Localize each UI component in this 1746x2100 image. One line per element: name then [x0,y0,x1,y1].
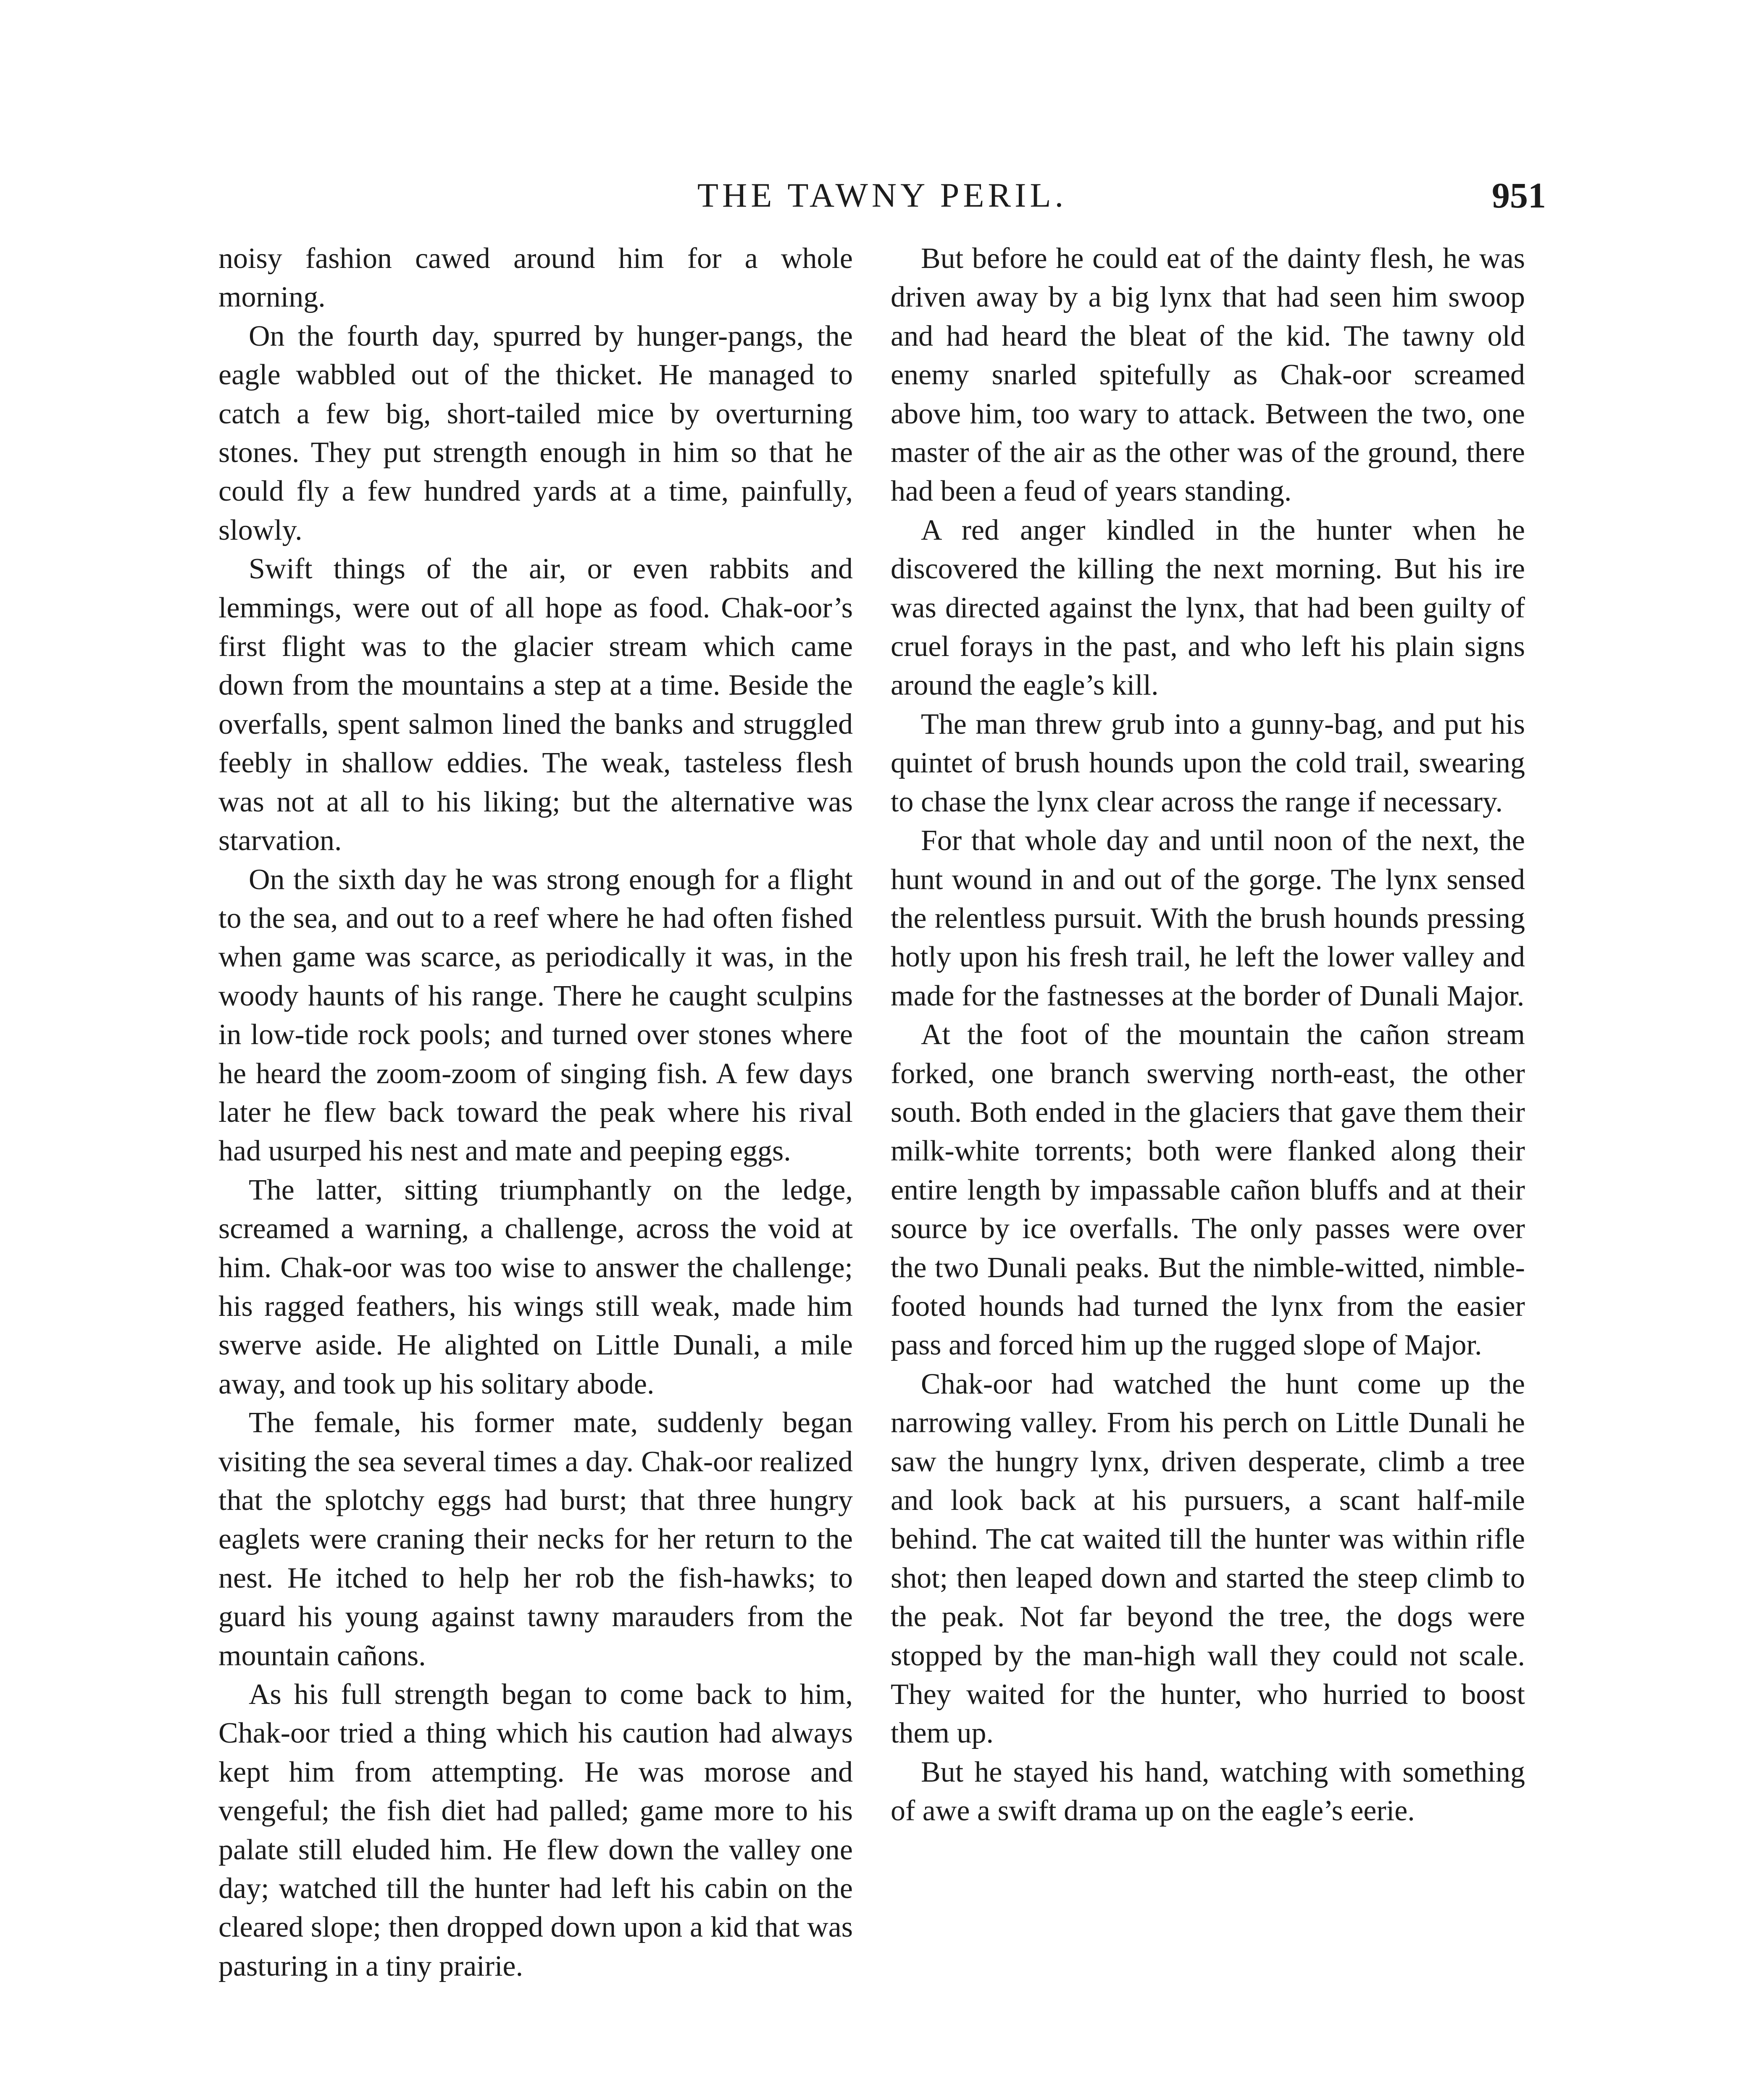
right-column [891,239,1525,1831]
paragraph: Swift things of the air, or even rabbits and lemmings, were out of all hope as food. Chak-oor’s first flight was to the glacier stream which came down from the mountains a step at a time. Beside the overfalls, spent salmon lined the banks and struggled feebly in shallow eddies. The weak, tasteless flesh was not at all to his liking; but the alternative was starvation. [218,553,853,857]
paragraph: At the foot of the mountain the cañon stream forked, one branch swerving north-east, the other south. Both ended in the glaciers that gave them their milk-white torrents; both were flanked along their entire length by impassable cañon bluffs and at their source by ice overfalls. The only passes were over the two Dunali peaks. But the nimble-witted, nimble-footed hounds had turned the lynx from the easier pass and forced him up the rugged slope of Major. [891,1018,1525,1362]
paragraph: As his full strength began to come back to him, Chak-oor tried a thing which his caution had always kept him from attempting. He was morose and vengeful; the fish diet had palled; game more to his palate still eluded him. He flew down the valley one day; watched till the hunter had left his cabin on the cleared slope; then dropped down upon a kid that was pasturing in a tiny prairie. [218,1678,853,1982]
page-header [218,170,1546,220]
paragraph: On the sixth day he was strong enough for a flight to the sea, and out to a reef where he had often fished when game was scarce, as periodically it was, in the woody haunts of his range. There he caught sculpins in low-tide rock pools; and turned over stones where he heard the zoom-zoom of singing fish. A few days later he flew back toward the peak where his rival had usurped his nest and mate and peeping eggs. [218,863,853,1168]
paragraph: The man threw grub into a gunny-bag, and put his quintet of brush hounds upon the cold trail, swearing to chase the lynx clear across the range if necessary. [891,708,1525,818]
paragraph: But he stayed his hand, watching with something of awe a swift drama up on the eagle’s eerie. [891,1756,1525,1827]
paragraph: The female, his former mate, suddenly began visiting the sea several times a day. Chak-oor realized that the splotchy eggs had burst; that three hungry eaglets were craning their necks for her return to the nest. He itched to help her rob the fish-hawks; to guard his young against tawny marauders from the mountain cañons. [218,1407,853,1672]
running-title: THE TAWNY PERIL. [697,176,1068,214]
left-column [218,239,853,1986]
paragraph: But before he could eat of the dainty flesh, he was driven away by a big lynx that had seen him swoop and had heard the bleat of the kid. The tawny old enemy snarled spitefully as Chak-oor screamed above him, too wary to attack. Between the two, one master of the air as the other was of the ground, there had been a feud of years standing. [891,242,1525,508]
paragraph: On the fourth day, spurred by hunger-pangs, the eagle wabbled out of the thicket. He managed to catch a few big, short-tailed mice by overturning stones. They put strength enough in him so that he could fly a few hundred yards at a time, painfully, slowly. [218,320,853,546]
paragraph: The latter, sitting triumphantly on the ledge, screamed a warning, a challenge, across the void at him. Chak-oor was too wise to answer the challenge; his ragged feathers, his wings still weak, made him swerve aside. He alighted on Little Dunali, a mile away, and took up his solitary abode. [218,1173,853,1400]
page-number: 951 [1492,175,1546,215]
paragraph: Chak-oor had watched the hunt come up the narrowing valley. From his perch on Little Dunali he saw the hungry lynx, driven desperate, climb a tree and look back at his pursuers, a scant half-mile behind. The cat waited till the hunter was within rifle shot; then leaped down and started the steep climb to the peak. Not far beyond the tree, the dogs were stopped by the man-high wall they could not scale. They waited for the hunter, who hurried to boost them up. [891,1368,1525,1750]
paragraph: For that whole day and until noon of the next, the hunt wound in and out of the gorge. The lynx sensed the relentless pursuit. With the brush hounds pressing hotly upon his fresh trail, he left the lower valley and made for the fastnesses at the border of Dunali Major. [891,824,1525,1012]
paragraph: A red anger kindled in the hunter when he discovered the killing the next morning. But his ire was directed against the lynx, that had been guilty of cruel forays in the past, and who left his plain signs around the eagle’s kill. [891,514,1525,702]
paragraph: noisy fashion cawed around him for a whole morning. [218,242,853,314]
